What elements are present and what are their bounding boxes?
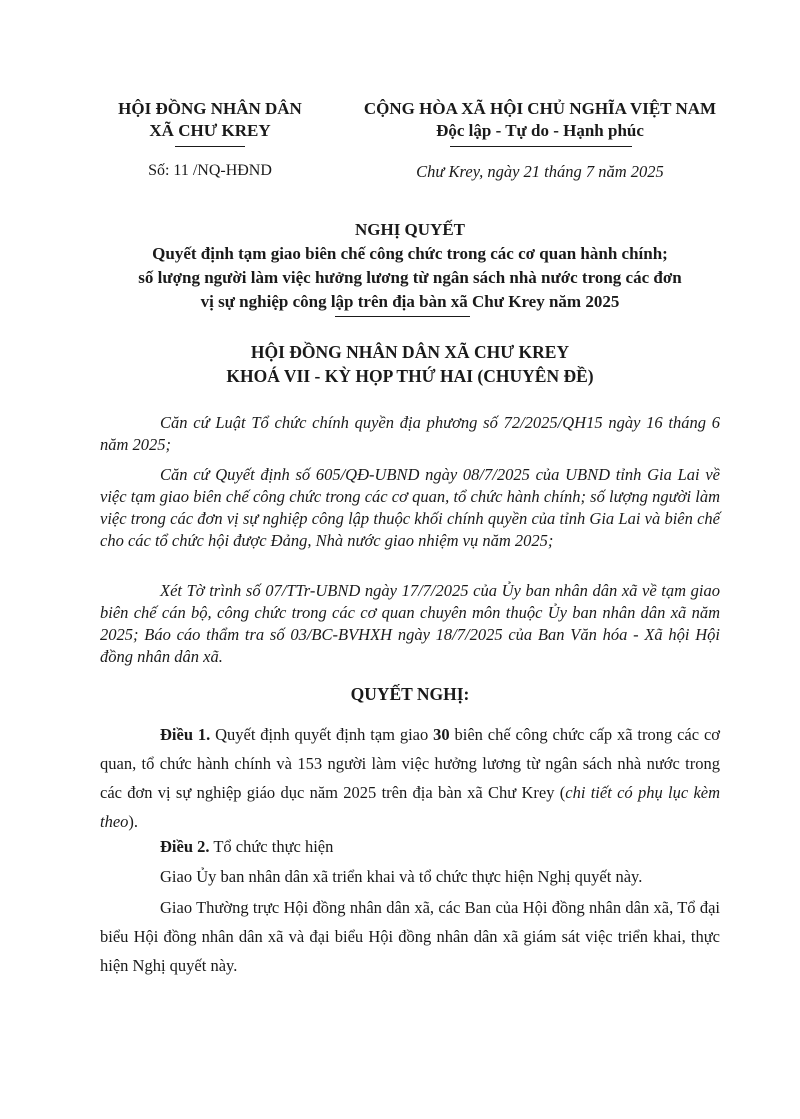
legal-basis-1: Căn cứ Luật Tổ chức chính quyền địa phương số 72/2025/QH15 ngày 16 tháng 6 năm 2025; — [100, 413, 720, 454]
article-1-staff-count: 30 — [433, 725, 450, 744]
article-1-appendix-note: chi tiết có phụ lục kèm theo — [100, 783, 721, 831]
article-1-text-b: biên chế công chức cấp xã trong các cơ quan, tổ chức hành chính và 153 người làm việc hưởng lương từ ngân sách nhà nước trong các đơn vị sự nghiệp giáo dục năm 2025 trên địa bàn xã Chư Krey ( — [100, 725, 720, 802]
national-title — [340, 98, 740, 142]
document-date: Chư Krey, ngày 21 tháng 7 năm 2025 — [416, 162, 664, 181]
article-1-label: Điều 1. — [160, 725, 211, 744]
motto-underline — [450, 146, 632, 147]
article-2-paragraph-2: Giao Thường trực Hội đồng nhân dân xã, các Ban của Hội đồng nhân dân xã, Tổ đại biểu Hội đồng nhân dân xã và đại biểu Hội đồng nhân dân xã giám sát việc triển khai, thực hiện Nghị quyết này. — [100, 898, 720, 975]
article-1 — [100, 720, 720, 836]
article-2-title: Tổ chức thực hiện — [209, 837, 334, 856]
authority-underline — [175, 146, 245, 147]
council-line2: KHOÁ VII - KỲ HỌP THỨ HAI (CHUYÊN ĐỀ) — [226, 366, 594, 386]
national-motto: Độc lập - Tự do - Hạnh phúc — [436, 121, 644, 140]
article-1-text-a: Quyết định quyết định tạm giao — [210, 725, 434, 744]
issuing-authority-line1: HỘI ĐỒNG NHÂN DÂN — [118, 99, 302, 118]
article-1-text-c: ). — [128, 812, 139, 831]
national-title-line1: CỘNG HÒA XÃ HỘI CHỦ NGHĨA VIỆT NAM — [363, 99, 717, 118]
council-line1: HỘI ĐỒNG NHÂN DÂN XÃ CHƯ KREY — [250, 342, 570, 362]
council-heading — [100, 340, 720, 388]
legal-basis-2: Căn cứ Quyết định số 605/QĐ-UBND ngày 08/7/2025 của UBND tỉnh Gia Lai về việc tạm giao biên chế công chức trong các cơ quan, tổ chức hành chính; số lượng người làm việc trong các đơn vị sự nghiệp công lập thuộc khối chính quyền của tỉnh Gia Lai và biên chế cho các tổ chức hội được Đảng, Nhà nước giao nhiệm vụ năm 2025; — [100, 465, 720, 550]
issuing-authority-line2: XÃ CHƯ KREY — [149, 121, 271, 140]
legal-basis-3: Xét Tờ trình số 07/TTr-UBND ngày 17/7/2025 của Ủy ban nhân dân xã về tạm giao biên chế cán bộ, công chức trong các cơ quan chuyên môn thuộc Ủy ban nhân dân xã năm 2025; Báo cáo thẩm tra số 03/BC-BVHXH ngày 18/7/2025 của Ban Văn hóa - Xã hội Hội đồng nhân dân xã. — [100, 581, 720, 666]
decision-heading: QUYẾT NGHỊ: — [350, 684, 470, 704]
title-subtitle-2: số lượng người làm việc hưởng lương từ ngân sách nhà nước trong các đơn — [138, 268, 682, 287]
article-2-label: Điều 2. — [160, 837, 210, 856]
title-underline — [335, 316, 470, 317]
article-2 — [100, 832, 720, 861]
article-2-paragraph-1: Giao Ủy ban nhân dân xã triển khai và tổ chức thực hiện Nghị quyết này. — [160, 867, 643, 886]
document-number: Số: 11 /NQ-HĐND — [148, 162, 272, 179]
title-subtitle-1: Quyết định tạm giao biên chế công chức trong các cơ quan hành chính; — [152, 244, 668, 263]
title-heading: NGHỊ QUYẾT — [354, 220, 466, 239]
document-title — [100, 218, 720, 314]
title-subtitle-3: vị sự nghiệp công lập trên địa bàn xã Chư Krey năm 2025 — [200, 292, 620, 311]
issuing-authority — [100, 98, 320, 142]
